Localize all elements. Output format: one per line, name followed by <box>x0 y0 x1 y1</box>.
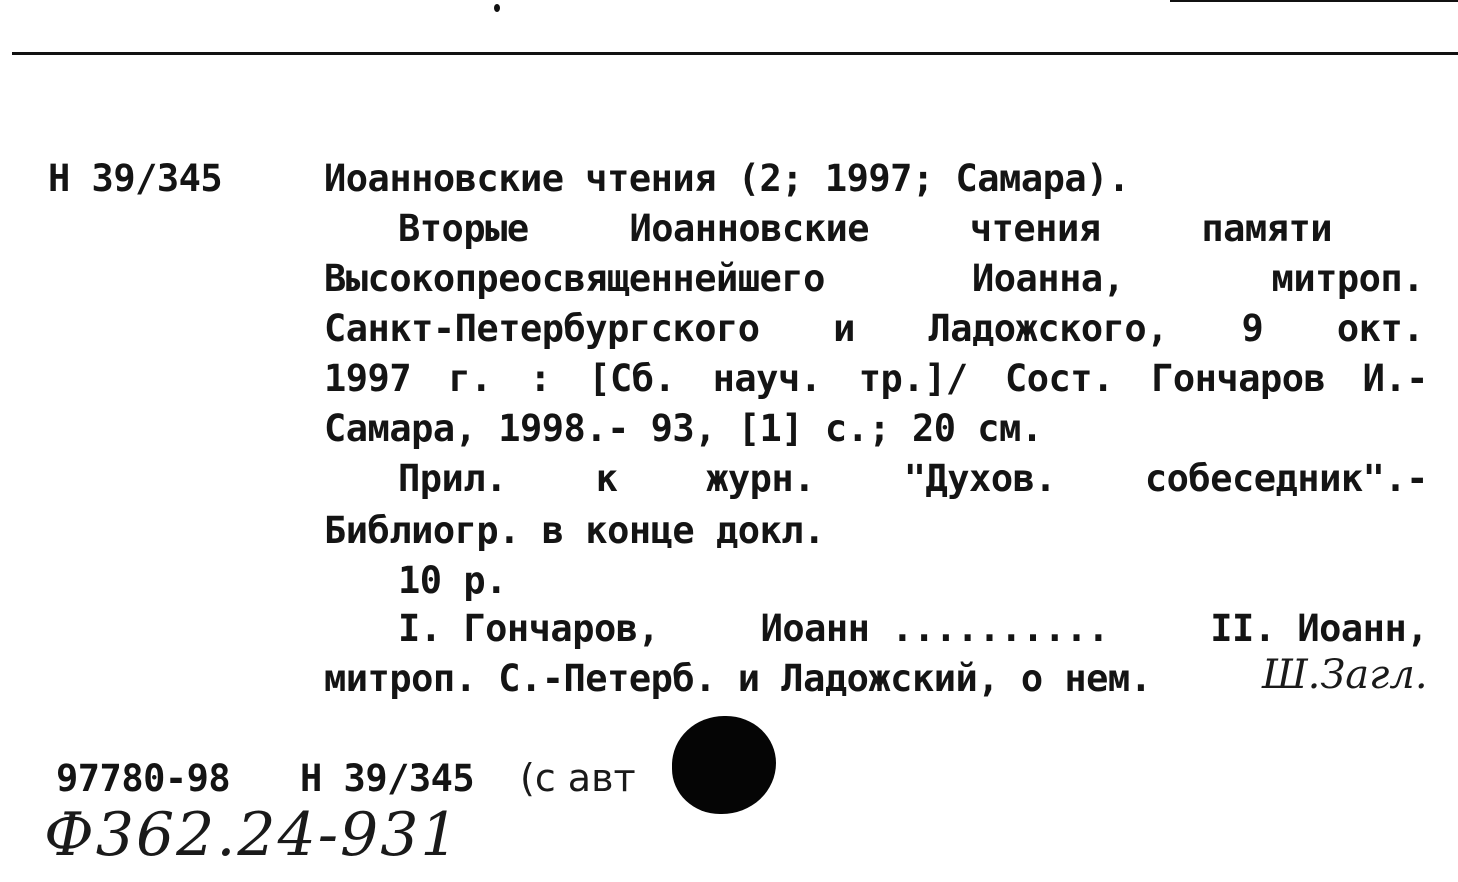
tracings-line-1 <box>398 607 1428 650</box>
title-word: науч. <box>712 357 822 400</box>
call-number: Н 39/345 <box>48 157 223 200</box>
title-line-2 <box>324 257 1424 300</box>
title-word: Гончаров <box>1151 357 1326 400</box>
title-word: митроп. <box>1271 257 1424 300</box>
title-line-4 <box>324 357 1428 400</box>
top-border-line <box>1170 0 1458 2</box>
title-word: Иоанна, <box>971 257 1125 300</box>
title-word: чтения <box>969 207 1101 250</box>
accession-number: 97780-98 <box>56 757 231 800</box>
note-word: к <box>595 457 618 500</box>
title-word: [Сб. <box>588 357 676 400</box>
imprint-line: Самара, 1998.- 93, [1] с.; 20 см. <box>324 407 1043 450</box>
title-word: окт. <box>1336 307 1424 350</box>
title-word: тр.]/ <box>858 357 968 400</box>
note-word: "Духов. <box>903 457 1057 500</box>
footer-call-number: Н 39/345 <box>300 757 475 800</box>
note-line-1 <box>398 457 1428 500</box>
note-word: журн. <box>706 457 815 500</box>
tracings-line-2: митроп. С.-Петерб. и Ладожский, о нем. <box>324 657 1152 700</box>
title-word: 1997 <box>324 357 412 400</box>
handwritten-tracing: Ш.Загл. <box>1262 652 1428 698</box>
title-word: и <box>833 307 855 350</box>
tracing-item: II. Иоанн, <box>1210 607 1428 650</box>
title-word: 9 <box>1241 307 1264 350</box>
note-line-2: Библиогр. в конце докл. <box>324 509 825 552</box>
title-word: памяти <box>1201 207 1332 250</box>
handwritten-note: (с авт <box>520 756 636 800</box>
tracing-item: I. Гончаров, <box>398 607 660 650</box>
main-heading: Иоанновские чтения (2; 1997; Самара). <box>324 157 1130 200</box>
title-word: Санкт-Петербургского <box>324 307 760 350</box>
title-word: Ладожского, <box>928 307 1168 350</box>
note-word: Прил. <box>398 457 507 500</box>
title-word: Иоанновские <box>629 207 870 250</box>
title-word: Вторые <box>398 207 529 250</box>
header-rule <box>12 52 1458 55</box>
tracing-item: Иоанн .......... <box>760 607 1109 650</box>
price: 10 р. <box>398 559 507 602</box>
title-word: И.- <box>1362 357 1428 400</box>
title-line-1 <box>398 207 1332 250</box>
ink-blot <box>672 716 776 814</box>
note-word: собеседник".- <box>1144 457 1428 500</box>
title-word: Высокопреосвященнейшего <box>324 257 825 300</box>
handwritten-classification: Ф362.24-931 <box>44 800 461 870</box>
title-word: : <box>529 357 551 400</box>
ink-speck <box>494 4 500 12</box>
title-line-3 <box>324 307 1424 350</box>
title-word: г. <box>448 357 492 400</box>
title-word: Сост. <box>1004 357 1114 400</box>
